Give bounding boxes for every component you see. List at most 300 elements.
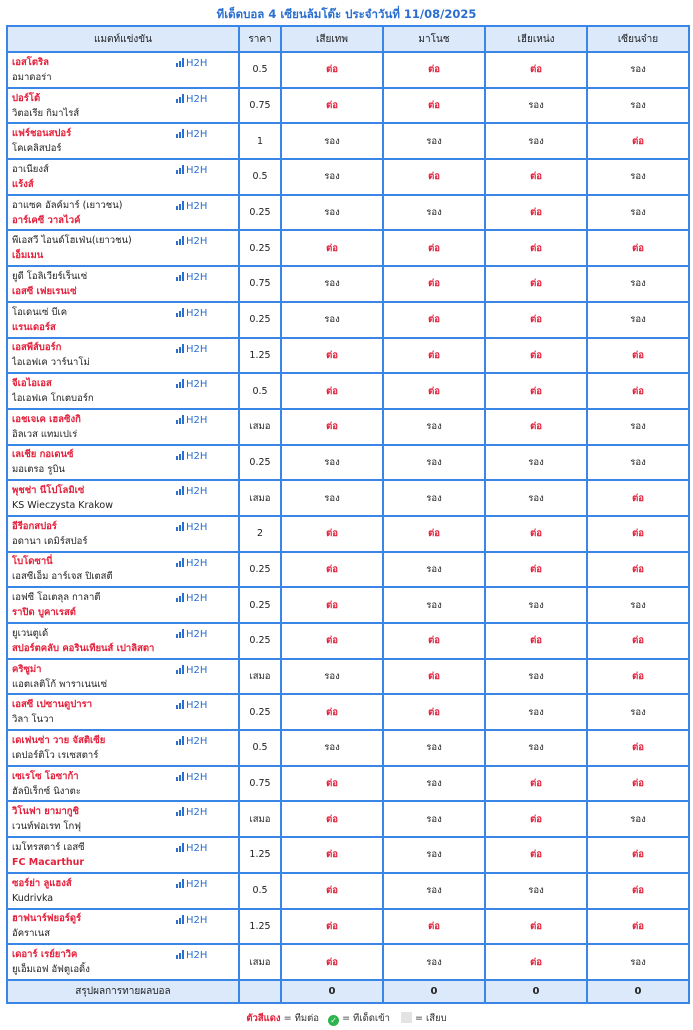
pick-cell: ต่อ (383, 373, 485, 409)
pick-cell: ต่อ (383, 88, 485, 124)
away-team: FC Macarthur (12, 856, 85, 868)
h2h-link[interactable] (176, 165, 207, 176)
pick-cell: รอง (281, 159, 383, 195)
bar-chart-icon (176, 451, 186, 462)
pick-cell: รอง (587, 801, 689, 837)
price-cell: 0.25 (239, 623, 281, 659)
bar-chart-icon (176, 522, 186, 533)
table-row (7, 195, 689, 231)
home-team: พุชช่า นีโปโลมิเซ่ (12, 485, 85, 497)
match-cell (7, 587, 239, 623)
match-cell (7, 837, 239, 873)
home-team: เดเฟนซ่า วาย จัสติเซีย (12, 734, 106, 746)
h2h-label: H2H (186, 450, 208, 462)
table-row (7, 837, 689, 873)
price-cell: 1.25 (239, 338, 281, 374)
pick-cell: รอง (485, 587, 587, 623)
pick-cell: รอง (383, 195, 485, 231)
h2h-link[interactable] (176, 344, 207, 355)
pick-cell: รอง (281, 480, 383, 516)
pick-cell: ต่อ (281, 516, 383, 552)
away-team: เวนท์ฟอเรท โกฟุ (12, 821, 81, 833)
pick-cell: ต่อ (485, 944, 587, 980)
summary-score-1: 0 (281, 980, 383, 1003)
pick-cell: รอง (587, 587, 689, 623)
home-team: อาเนียงส์ (12, 163, 49, 175)
bar-chart-icon (176, 772, 186, 783)
home-team: ซอร์ย่า ลูแฮงส์ (12, 877, 72, 889)
h2h-label: H2H (186, 664, 208, 676)
h2h-link[interactable] (176, 201, 207, 212)
home-team: วิโนฟา ยามากูชิ (12, 806, 79, 818)
pick-cell: รอง (281, 445, 383, 481)
pick-cell: รอง (281, 659, 383, 695)
price-cell: 0.75 (239, 266, 281, 302)
pick-cell: ต่อ (587, 123, 689, 159)
away-team: ฮัลบิเร็กซ์ นิงาตะ (12, 785, 81, 797)
pick-cell: ต่อ (587, 623, 689, 659)
pick-cell: ต่อ (281, 766, 383, 802)
h2h-link[interactable] (176, 665, 207, 676)
match-cell (7, 409, 239, 445)
bar-chart-icon (176, 165, 186, 176)
pick-cell: ต่อ (485, 909, 587, 945)
pick-cell: รอง (383, 730, 485, 766)
bar-chart-icon (176, 700, 186, 711)
page-title: ทีเด็ดบอล 4 เซียนล้มโต๊ะ ประจำวันที่ 11/08/2025 (216, 7, 477, 21)
h2h-label: H2H (186, 379, 208, 391)
table-row (7, 88, 689, 124)
match-cell (7, 266, 239, 302)
match-cell (7, 195, 239, 231)
pick-cell: รอง (383, 837, 485, 873)
pick-cell: ต่อ (485, 373, 587, 409)
pick-cell: รอง (587, 159, 689, 195)
home-team: เอสพีส์บอร์ก (12, 342, 62, 354)
pick-cell: ต่อ (383, 230, 485, 266)
bar-chart-icon (176, 593, 186, 604)
h2h-label: H2H (186, 129, 208, 141)
pick-cell: ต่อ (281, 88, 383, 124)
match-cell (7, 659, 239, 695)
header-tipster-4: เซียนจ๋าย (587, 26, 689, 52)
h2h-link[interactable] (176, 593, 207, 604)
pick-cell: ต่อ (383, 659, 485, 695)
pick-cell: ต่อ (281, 587, 383, 623)
pick-cell: รอง (485, 730, 587, 766)
h2h-link[interactable] (176, 772, 207, 783)
bar-chart-icon (176, 558, 186, 569)
match-cell (7, 373, 239, 409)
h2h-link[interactable] (176, 700, 207, 711)
h2h-link[interactable] (176, 736, 207, 747)
pick-cell: รอง (281, 123, 383, 159)
bar-chart-icon (176, 915, 186, 926)
match-cell (7, 480, 239, 516)
home-team: ฮาฟนาร์ฟยอร์ดูร์ (12, 913, 82, 925)
price-cell: 0.25 (239, 694, 281, 730)
home-team: เอฟซี โอเตลุล กาลาตี (12, 592, 101, 604)
gray-square-icon (401, 1012, 412, 1023)
bar-chart-icon (176, 308, 186, 319)
h2h-label: H2H (186, 307, 208, 319)
header-tipster-3: เฮียเหน่ง (485, 26, 587, 52)
price-cell: 0.25 (239, 552, 281, 588)
h2h-label: H2H (186, 950, 208, 962)
pick-cell: รอง (485, 873, 587, 909)
price-cell: 0.25 (239, 195, 281, 231)
price-cell: 1.25 (239, 837, 281, 873)
table-row (7, 659, 689, 695)
price-cell: 0.25 (239, 230, 281, 266)
tips-table (6, 25, 690, 1004)
summary-price-blank (239, 980, 281, 1003)
away-team: วิลา โนวา (12, 714, 54, 726)
table-row (7, 266, 689, 302)
header-tipster-2: มาโนช (383, 26, 485, 52)
h2h-link[interactable] (176, 379, 207, 390)
away-team: อาร์เคซี วาลไวค์ (12, 214, 81, 226)
match-cell (7, 516, 239, 552)
pick-cell: ต่อ (281, 338, 383, 374)
pick-cell: รอง (587, 266, 689, 302)
price-cell: 0.25 (239, 302, 281, 338)
price-cell: 1 (239, 123, 281, 159)
match-cell (7, 730, 239, 766)
table-row (7, 694, 689, 730)
price-cell: เสมอ (239, 659, 281, 695)
h2h-link[interactable] (176, 308, 207, 319)
pick-cell: ต่อ (587, 659, 689, 695)
pick-cell: รอง (383, 123, 485, 159)
pick-cell: ต่อ (281, 944, 383, 980)
summary-score-2: 0 (383, 980, 485, 1003)
away-team: อดานา เดมิร์สปอร์ (12, 535, 88, 547)
pick-cell: ต่อ (485, 266, 587, 302)
price-cell: 0.5 (239, 730, 281, 766)
away-team: แร้งส์ (12, 178, 34, 190)
pick-cell: รอง (587, 445, 689, 481)
bar-chart-icon (176, 879, 186, 890)
table-row (7, 944, 689, 980)
pick-cell: ต่อ (383, 338, 485, 374)
pick-cell: รอง (383, 944, 485, 980)
h2h-link[interactable] (176, 522, 207, 533)
summary-row (7, 980, 689, 1003)
pick-cell: ต่อ (281, 694, 383, 730)
home-team: เดอาร์ เรย์ยาวิค (12, 949, 78, 961)
table-row (7, 445, 689, 481)
h2h-label: H2H (186, 414, 208, 426)
header-match: แมตท์แข่งขัน (7, 26, 239, 52)
pick-cell: ต่อ (587, 338, 689, 374)
price-cell: 2 (239, 516, 281, 552)
home-team: เซเรโซ โอซาก้า (12, 770, 79, 782)
table-row (7, 373, 689, 409)
match-cell (7, 88, 239, 124)
match-cell (7, 159, 239, 195)
pick-cell: รอง (281, 266, 383, 302)
h2h-link[interactable] (176, 415, 207, 426)
home-team: แฟร์ชอนสปอร์ (12, 128, 72, 140)
pick-cell: ต่อ (485, 516, 587, 552)
h2h-label: H2H (186, 843, 208, 855)
legend-gray-desc: = เสียบ (415, 1013, 447, 1024)
pick-cell: ต่อ (587, 730, 689, 766)
home-team: เลเชีย กอเดนซ์ (12, 449, 74, 461)
away-team: มอเตรอ รูบิน (12, 464, 65, 476)
price-cell: 0.75 (239, 766, 281, 802)
pick-cell: ต่อ (281, 52, 383, 88)
pick-cell: ต่อ (485, 338, 587, 374)
pick-cell: ต่อ (281, 909, 383, 945)
pick-cell: ต่อ (485, 52, 587, 88)
price-cell: 0.5 (239, 52, 281, 88)
table-row (7, 730, 689, 766)
home-team: ยูเวนตูเด้ (12, 627, 49, 639)
pick-cell: ต่อ (281, 409, 383, 445)
pick-cell: รอง (383, 445, 485, 481)
table-row (7, 623, 689, 659)
h2h-link[interactable] (176, 807, 207, 818)
match-cell (7, 694, 239, 730)
home-team: เมโทรสตาร์ เอสซี (12, 841, 85, 853)
pick-cell: รอง (587, 694, 689, 730)
away-team: แรนเดอร์ส (12, 321, 56, 333)
h2h-label: H2H (186, 272, 208, 284)
pick-cell: ต่อ (281, 801, 383, 837)
table-row (7, 159, 689, 195)
pick-cell: รอง (587, 52, 689, 88)
pick-cell: รอง (587, 944, 689, 980)
legend-red-text: ตัวสีแดง (246, 1013, 281, 1024)
h2h-label: H2H (186, 486, 208, 498)
h2h-link[interactable] (176, 843, 207, 854)
summary-label: สรุปผลการทายผลบอล (7, 980, 239, 1003)
pick-cell: รอง (485, 480, 587, 516)
pick-cell: ต่อ (383, 302, 485, 338)
match-cell (7, 766, 239, 802)
away-team: โคเคลิสปอร์ (12, 143, 62, 155)
pick-cell: รอง (485, 123, 587, 159)
bar-chart-icon (176, 58, 186, 69)
pick-cell: ต่อ (587, 837, 689, 873)
price-cell: 0.25 (239, 445, 281, 481)
bar-chart-icon (176, 843, 186, 854)
legend (0, 1011, 693, 1026)
home-team: ปอร์โต้ (12, 92, 41, 104)
table-row (7, 587, 689, 623)
match-cell (7, 230, 239, 266)
price-cell: 0.5 (239, 159, 281, 195)
h2h-link[interactable] (176, 558, 207, 569)
pick-cell: รอง (587, 409, 689, 445)
pick-cell: รอง (383, 480, 485, 516)
pick-cell: รอง (485, 88, 587, 124)
legend-check-desc: = ทีเด็ดเข้า (342, 1013, 390, 1024)
pick-cell: ต่อ (587, 230, 689, 266)
pick-cell: รอง (587, 302, 689, 338)
away-team: ยูเอ็มเอฟ อัฟตูเอดิ้ง (12, 964, 90, 976)
h2h-label: H2H (186, 736, 208, 748)
h2h-label: H2H (186, 557, 208, 569)
pick-cell: ต่อ (383, 266, 485, 302)
bar-chart-icon (176, 129, 186, 140)
price-cell: 1.25 (239, 909, 281, 945)
h2h-label: H2H (186, 629, 208, 640)
match-cell (7, 909, 239, 945)
table-row (7, 52, 689, 88)
bar-chart-icon (176, 236, 186, 247)
away-team: อมาดอร่า (12, 71, 52, 83)
home-team: คริซูม่า (12, 663, 42, 675)
away-team: ไอเอฟเค โกเตบอร์ก (12, 393, 94, 405)
pick-cell: ต่อ (587, 373, 689, 409)
table-row (7, 766, 689, 802)
summary-score-4: 0 (587, 980, 689, 1003)
bar-chart-icon (176, 272, 186, 283)
match-cell (7, 873, 239, 909)
pick-cell: ต่อ (485, 195, 587, 231)
match-cell (7, 445, 239, 481)
away-team: Kudrivka (12, 892, 54, 904)
h2h-link[interactable] (176, 236, 207, 247)
match-cell (7, 302, 239, 338)
table-row (7, 338, 689, 374)
h2h-label: H2H (186, 771, 208, 783)
table-row (7, 552, 689, 588)
header-price: ราคา (239, 26, 281, 52)
pick-cell: ต่อ (485, 766, 587, 802)
away-team: เดปอร์ติโว เรเซสตาร์ (12, 749, 99, 761)
pick-cell: ต่อ (587, 516, 689, 552)
home-team: ยูดี โอลิเวียร์เร็นเซ่ (12, 270, 88, 282)
away-team: KS Wieczysta Krakow (12, 500, 113, 512)
h2h-link[interactable] (176, 272, 207, 283)
pick-cell: ต่อ (485, 623, 587, 659)
bar-chart-icon (176, 665, 186, 676)
table-row (7, 873, 689, 909)
pick-cell: ต่อ (281, 623, 383, 659)
h2h-link[interactable] (176, 129, 207, 140)
pick-cell: รอง (383, 587, 485, 623)
pick-cell: ต่อ (587, 480, 689, 516)
match-cell (7, 944, 239, 980)
pick-cell: รอง (383, 801, 485, 837)
table-row (7, 230, 689, 266)
h2h-link[interactable] (176, 58, 207, 69)
table-row (7, 909, 689, 945)
h2h-link[interactable] (176, 915, 207, 926)
h2h-label: H2H (186, 236, 208, 248)
pick-cell: ต่อ (383, 623, 485, 659)
bar-chart-icon (176, 950, 186, 961)
away-team: สปอร์ตคลับ คอรินเทียนส์ เปาลิสตา (12, 642, 155, 654)
table-row (7, 801, 689, 837)
pick-cell: ต่อ (485, 837, 587, 873)
pick-cell: ต่อ (383, 694, 485, 730)
pick-cell: ต่อ (281, 873, 383, 909)
h2h-link[interactable] (176, 486, 207, 497)
pick-cell: ต่อ (587, 552, 689, 588)
pick-cell: รอง (281, 302, 383, 338)
h2h-label: H2H (186, 200, 208, 212)
pick-cell: รอง (383, 766, 485, 802)
h2h-label: H2H (186, 593, 208, 605)
home-team: เอชเจเค เฮลซิงกิ (12, 413, 81, 425)
h2h-label: H2H (186, 58, 208, 69)
bar-chart-icon (176, 379, 186, 390)
bar-chart-icon (176, 415, 186, 426)
h2h-label: H2H (186, 700, 208, 712)
pick-cell: ต่อ (485, 409, 587, 445)
h2h-label: H2H (186, 165, 208, 177)
h2h-link[interactable] (176, 950, 207, 961)
pick-cell: ต่อ (383, 516, 485, 552)
pick-cell: ต่อ (281, 552, 383, 588)
h2h-link[interactable] (176, 451, 207, 462)
match-cell (7, 801, 239, 837)
match-cell (7, 123, 239, 159)
h2h-link[interactable] (176, 629, 207, 640)
pick-cell: ต่อ (485, 302, 587, 338)
h2h-label: H2H (186, 878, 208, 890)
table-row (7, 516, 689, 552)
h2h-link[interactable] (176, 94, 207, 105)
pick-cell: ต่อ (383, 159, 485, 195)
bar-chart-icon (176, 629, 186, 640)
home-team: โบโดซานี่ (12, 556, 53, 568)
pick-cell: ต่อ (587, 909, 689, 945)
summary-score-3: 0 (485, 980, 587, 1003)
home-team: จีเอไอเอส (12, 378, 52, 390)
h2h-label: H2H (186, 914, 208, 926)
bar-chart-icon (176, 201, 186, 212)
pick-cell: ต่อ (383, 52, 485, 88)
table-row (7, 302, 689, 338)
pick-cell: รอง (383, 873, 485, 909)
bar-chart-icon (176, 344, 186, 355)
match-cell (7, 52, 239, 88)
pick-cell: รอง (587, 195, 689, 231)
pick-cell: ต่อ (281, 230, 383, 266)
pick-cell: รอง (485, 659, 587, 695)
pick-cell: รอง (587, 88, 689, 124)
table-row (7, 409, 689, 445)
away-team: เอ็มเมน (12, 250, 44, 262)
pick-cell: ต่อ (485, 552, 587, 588)
away-team: แอตเลติโก้ พาราเนนเซ่ (12, 678, 108, 690)
pick-cell: ต่อ (587, 873, 689, 909)
price-cell: 0.5 (239, 873, 281, 909)
pick-cell: รอง (383, 552, 485, 588)
bar-chart-icon (176, 807, 186, 818)
pick-cell: รอง (281, 195, 383, 231)
price-cell: เสมอ (239, 944, 281, 980)
home-team: อีรีอกสปอร์ (12, 520, 57, 532)
pick-cell: ต่อ (485, 230, 587, 266)
away-team: อิลเวส แทมเปเร่ (12, 428, 78, 440)
pick-cell: ต่อ (281, 837, 383, 873)
home-team: โอเดนเซ่ บีเค (12, 306, 68, 318)
home-team: อาแซค อัลค์มาร์ (เยาวชน) (12, 199, 123, 211)
h2h-link[interactable] (176, 879, 207, 890)
bar-chart-icon (176, 486, 186, 497)
table-row (7, 480, 689, 516)
home-team: เอสซี เปซานดูปารา (12, 699, 93, 711)
away-team: อัคราเนส (12, 928, 51, 940)
price-cell: 0.75 (239, 88, 281, 124)
